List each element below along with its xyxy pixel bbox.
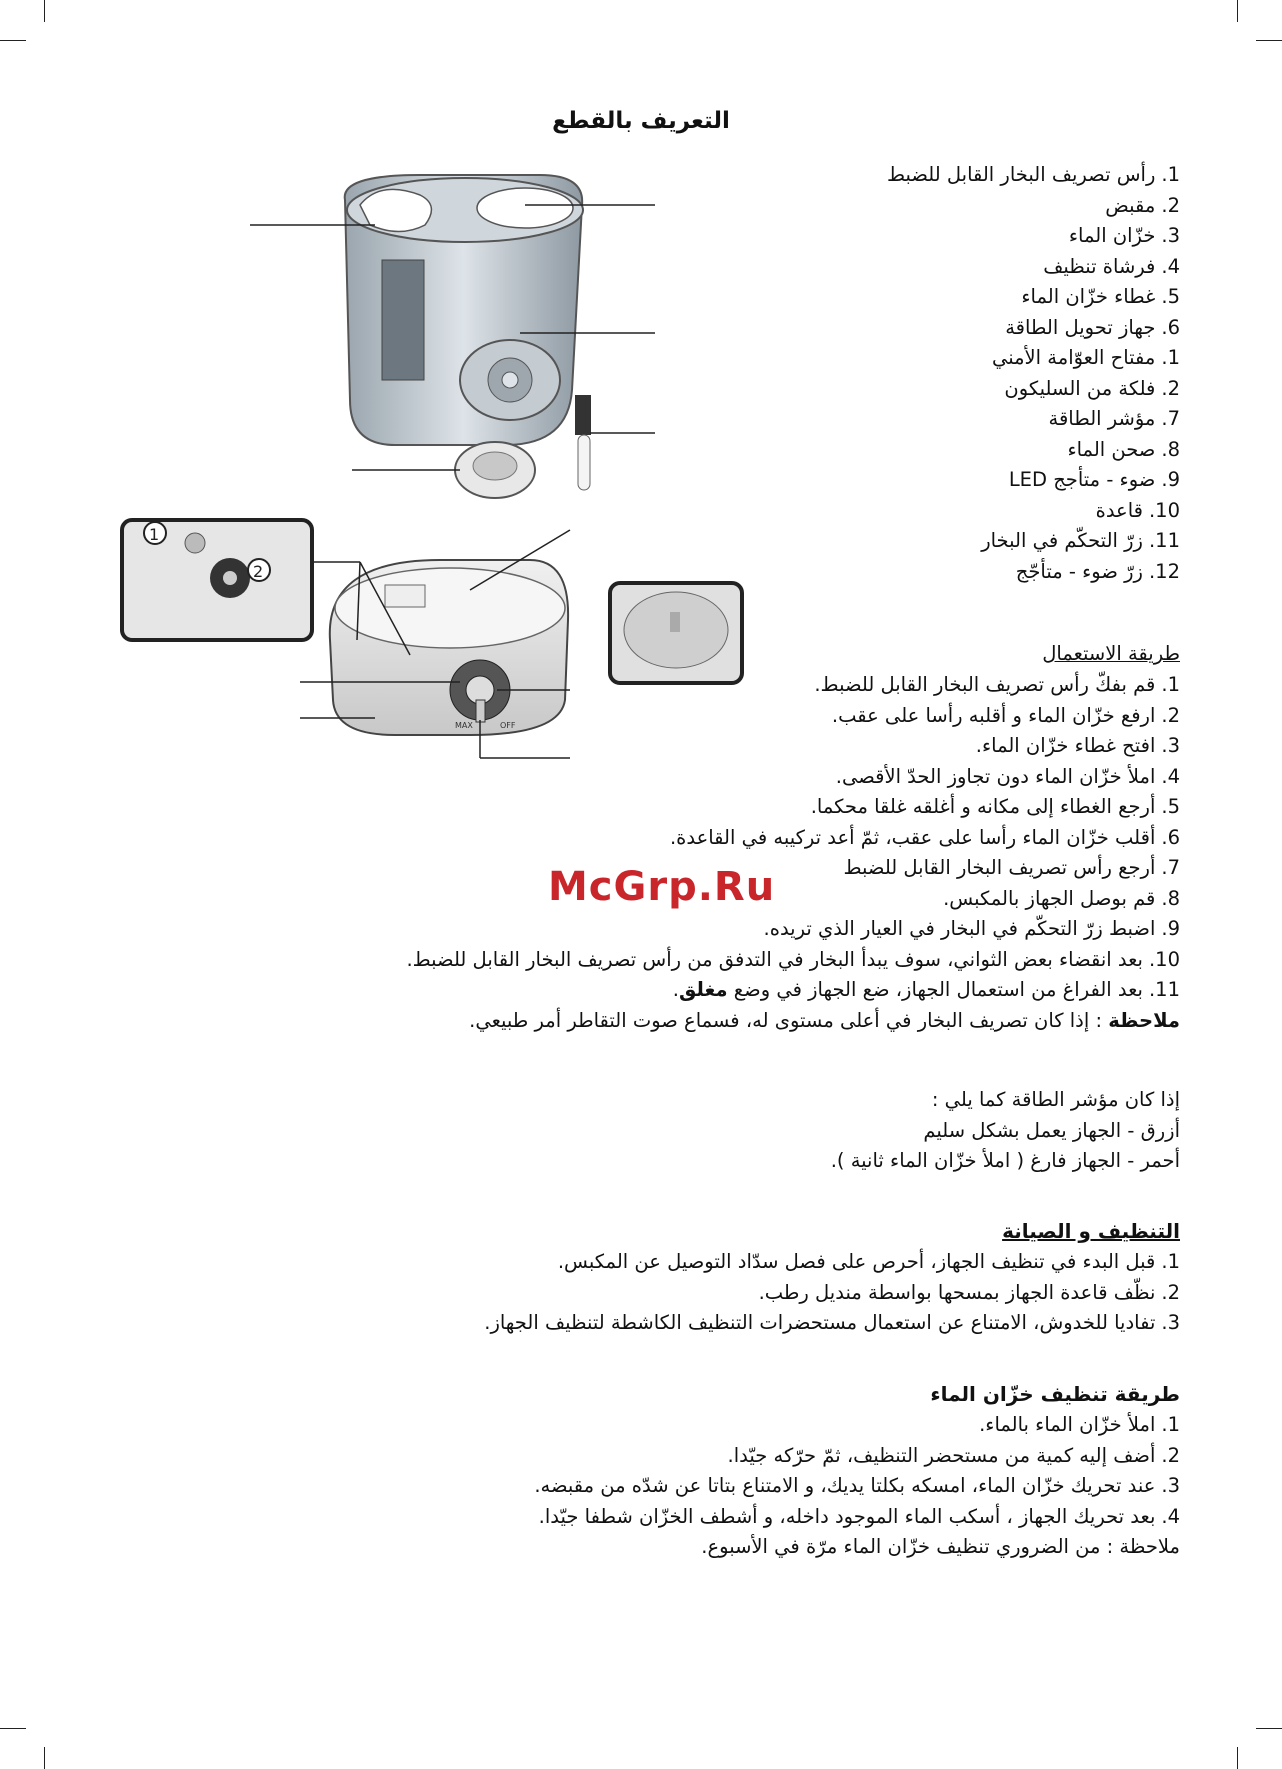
indicator-section [831,1085,1180,1177]
parts-list [887,160,1180,587]
list-item: 2.ارفع خزّان الماء و أقلبه رأسا على عقب. [831,703,1180,727]
indicator-red: أحمر - الجهاز فارغ ( املأ خزّان الماء ثانية ). [830,1149,1180,1172]
list-item: 2.فلكة من السليكون [1004,376,1180,400]
usage-heading: طريقة الاستعمال [1042,642,1180,665]
list-item: 4.فرشاة تنظيف [1043,254,1180,278]
tank-cleaning-heading: طريقة تنظيف خزّان الماء [930,1382,1180,1406]
usage-note: ملاحظة : إذا كان تصريف البخار في أعلى مستوى له، فسماع صوت التقاطر أمر طبيعي. [469,1008,1180,1032]
list-item: 12.زرّ ضوء - متأجّج [1015,559,1180,583]
list-item: 3.افتح غطاء خزّان الماء. [975,734,1180,757]
list-item: 8.صحن الماء [1067,437,1180,461]
inset-float-switch [122,520,312,640]
list-item: 8.قم بوصل الجهاز بالمكبس. [943,886,1180,910]
list-item: 10.بعد انقضاء بعض الثواني، سوف يبدأ البخار في التدفق من رأس تصريف البخار القابل للضبط. [406,947,1180,971]
crop-mark [1237,1747,1238,1769]
list-item: 3.عند تحريك خزّان الماء، امسكه بكلتا يديك، و الامتناع بتاتا عن شدّه من مقبضه. [534,1474,1180,1497]
indicator-intro: إذا كان مؤشر الطاقة كما يلي : [931,1088,1180,1111]
list-item: 6.جهاز تحويل الطاقة [1005,315,1180,339]
usage-section [406,638,1180,1036]
list-item: 9.ضوء - متأجج LED [1008,468,1180,491]
water-tank [345,175,583,445]
list-item: 4.بعد تحريك الجهاز ، أسكب الماء الموجود داخله، و أشطف الخزّان شطفا جيّدا. [538,1504,1180,1528]
tank-cleaning-section [534,1378,1180,1563]
list-item: 10.قاعدة [1095,498,1180,522]
list-item: 5.أرجع الغطاء إلى مكانه و أغلقه غلقا محكما. [810,795,1180,818]
list-item: 1.قبل البدء في تنظيف الجهاز، أحرص على فصل سدّاد التوصيل عن المكبس. [557,1250,1180,1273]
list-item: 5.غطاء خزّان الماء [1021,285,1180,308]
list-item: 1.املأ خزّان الماء بالماء. [979,1413,1180,1436]
off-mode-label: مغلق [678,978,728,1001]
list-item: 2.مقبض [1105,193,1180,217]
knob-label-off: OFF [500,721,516,730]
list-item: 3.تفاديا للخدوش، الامتناع عن استعمال مستحضرات التنظيف الكاشطة لتنظيف الجهاز. [484,1311,1180,1334]
crop-mark [1237,0,1238,22]
cleaning-brush [575,395,591,490]
tank-note: ملاحظة : من الضروري تنظيف خزّان الماء مرّة في الأسبوع. [701,1535,1180,1558]
crop-mark [44,1747,45,1769]
crop-mark [0,1728,26,1729]
knob-label-max: MAX [455,721,473,730]
callout-1: 1 [149,525,160,544]
list-item: 1.مفتاح العوّامة الأمني [991,346,1180,369]
list-item: 6.أقلب خزّان الماء رأسا على عقب، ثمّ أعد تركيبه في القاعدة. [669,825,1180,849]
watermark: McGrp.Ru [548,864,776,910]
list-item: 7.مؤشر الطاقة [1048,407,1180,430]
list-item: 9.اضبط زرّ التحكّم في البخار في العيار الذي تريده. [763,917,1180,940]
callout-2: 2 [253,562,264,581]
indicator-blue: أزرق - الجهاز يعمل بشكل سليم [923,1118,1180,1142]
list-item: 2.أضف إليه كمية من مستحضر التنظيف، ثمّ حرّكه جيّدا. [727,1443,1180,1467]
crop-mark [1256,1728,1282,1729]
cleaning-section [484,1215,1180,1339]
page-title: التعريف بالقطع [552,108,730,134]
tank-cap [455,442,535,498]
list-item: 11.زرّ التحكّم في البخار [981,529,1180,552]
cleaning-heading: التنظيف و الصيانة [1002,1219,1180,1243]
list-item: 1.رأس تصريف البخار القابل للضبط [886,163,1180,186]
list-item: 1.قم بفكّ رأس تصريف البخار القابل للضبط. [814,673,1180,696]
crop-mark [1256,40,1282,41]
list-item: 2.نظّف قاعدة الجهاز بمسحها بواسطة منديل رطب. [758,1280,1180,1304]
list-item: 7.أرجع رأس تصريف البخار القابل للضبط [843,856,1180,879]
list-item: 3.خزّان الماء [1068,224,1180,247]
list-item: 11.بعد الفراغ من استعمال الجهاز، ضع الجهاز في وضع مغلق. [672,978,1180,1001]
list-item: 4.املأ خزّان الماء دون تجاوز الحدّ الأقصى. [835,764,1180,788]
